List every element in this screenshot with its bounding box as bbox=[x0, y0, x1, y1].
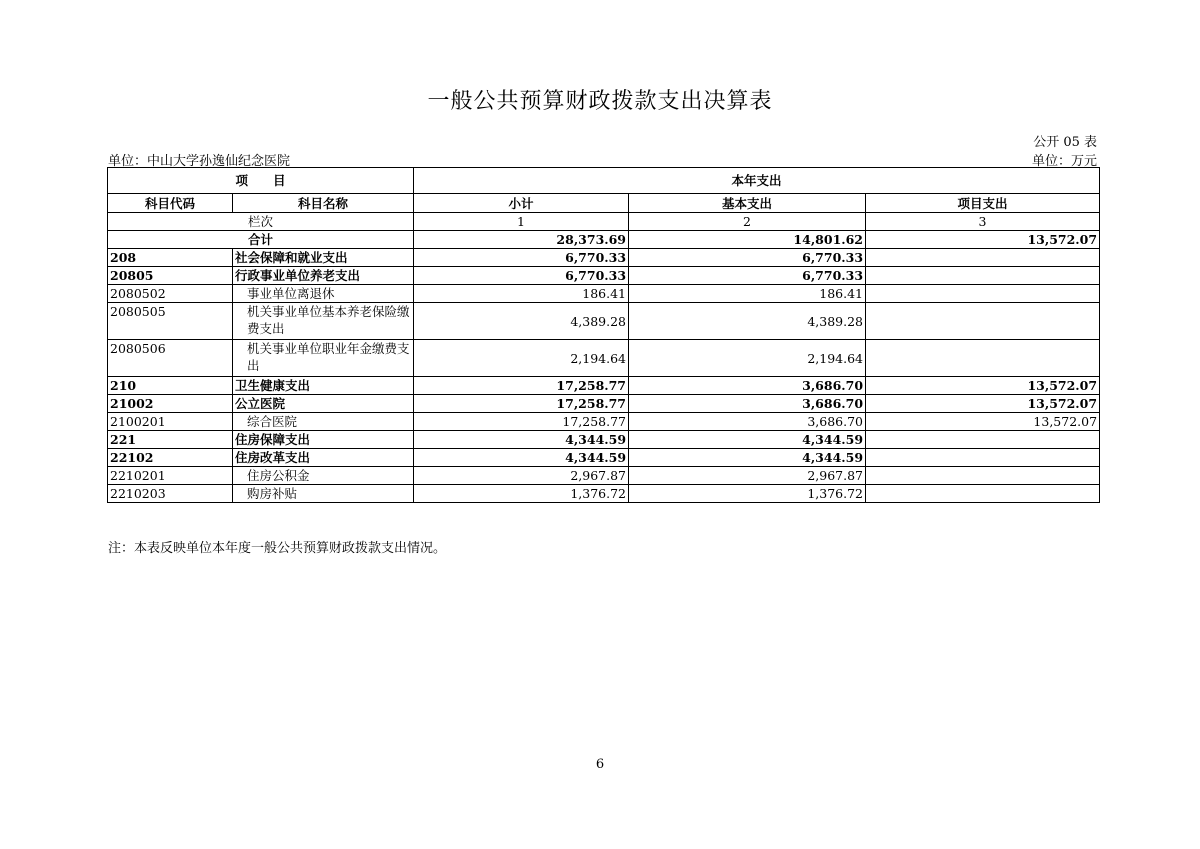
row-name: 公立医院 bbox=[233, 395, 414, 413]
row-code: 2210203 bbox=[108, 485, 233, 503]
row-subtotal: 6,770.33 bbox=[414, 249, 629, 267]
row-project bbox=[866, 485, 1100, 503]
row-project: 13,572.07 bbox=[866, 413, 1100, 431]
index-label: 栏次 bbox=[108, 213, 414, 231]
total-project: 13,572.07 bbox=[866, 231, 1100, 249]
index-c2: 2 bbox=[629, 213, 866, 231]
currency-unit: 单位：万元 bbox=[1031, 154, 1097, 169]
total-subtotal: 28,373.69 bbox=[414, 231, 629, 249]
row-basic: 3,686.70 bbox=[629, 395, 866, 413]
table-row bbox=[108, 431, 1100, 449]
row-code: 21002 bbox=[108, 395, 233, 413]
row-name: 住房改革支出 bbox=[233, 449, 414, 467]
row-basic: 6,770.33 bbox=[629, 267, 866, 285]
row-basic: 2,967.87 bbox=[629, 467, 866, 485]
row-subtotal: 6,770.33 bbox=[414, 267, 629, 285]
row-basic: 186.41 bbox=[629, 285, 866, 303]
row-subtotal: 1,376.72 bbox=[414, 485, 629, 503]
page-number: 6 bbox=[595, 757, 605, 772]
header-row-2 bbox=[108, 194, 1100, 213]
row-basic: 2,194.64 bbox=[629, 340, 866, 377]
header-basic: 基本支出 bbox=[629, 194, 866, 213]
header-project: 项 目 bbox=[108, 168, 414, 194]
page-title: 一般公共预算财政拨款支出决算表 bbox=[427, 89, 773, 114]
row-subtotal: 4,344.59 bbox=[414, 431, 629, 449]
table-row bbox=[108, 413, 1100, 431]
table-row bbox=[108, 395, 1100, 413]
header-code: 科目代码 bbox=[108, 194, 233, 213]
row-name: 住房公积金 bbox=[233, 467, 414, 485]
row-name: 卫生健康支出 bbox=[233, 377, 414, 395]
row-name: 住房保障支出 bbox=[233, 431, 414, 449]
header-row-1 bbox=[108, 168, 1100, 194]
row-name: 行政事业单位养老支出 bbox=[233, 267, 414, 285]
row-code: 2080502 bbox=[108, 285, 233, 303]
row-project bbox=[866, 431, 1100, 449]
row-code: 2210201 bbox=[108, 467, 233, 485]
table-row bbox=[108, 285, 1100, 303]
row-project bbox=[866, 449, 1100, 467]
row-project bbox=[866, 303, 1100, 340]
row-subtotal: 17,258.77 bbox=[414, 413, 629, 431]
table-row bbox=[108, 449, 1100, 467]
row-project bbox=[866, 249, 1100, 267]
row-subtotal: 17,258.77 bbox=[414, 395, 629, 413]
row-name: 综合医院 bbox=[233, 413, 414, 431]
row-code: 2100201 bbox=[108, 413, 233, 431]
row-basic: 4,344.59 bbox=[629, 431, 866, 449]
header-subtotal: 小计 bbox=[414, 194, 629, 213]
row-code: 2080506 bbox=[108, 340, 233, 377]
row-basic: 4,344.59 bbox=[629, 449, 866, 467]
table-row bbox=[108, 303, 1100, 340]
index-row bbox=[108, 213, 1100, 231]
row-code: 2080505 bbox=[108, 303, 233, 340]
row-project bbox=[866, 285, 1100, 303]
expenditure-table bbox=[107, 167, 1100, 503]
row-project: 13,572.07 bbox=[866, 395, 1100, 413]
row-code: 208 bbox=[108, 249, 233, 267]
row-subtotal: 2,194.64 bbox=[414, 340, 629, 377]
row-project: 13,572.07 bbox=[866, 377, 1100, 395]
row-subtotal: 186.41 bbox=[414, 285, 629, 303]
row-code: 22102 bbox=[108, 449, 233, 467]
index-c1: 1 bbox=[414, 213, 629, 231]
total-row bbox=[108, 231, 1100, 249]
total-basic: 14,801.62 bbox=[629, 231, 866, 249]
row-subtotal: 4,389.28 bbox=[414, 303, 629, 340]
table-row bbox=[108, 267, 1100, 285]
row-name: 事业单位离退休 bbox=[233, 285, 414, 303]
table-row bbox=[108, 485, 1100, 503]
row-basic: 1,376.72 bbox=[629, 485, 866, 503]
row-name: 购房补贴 bbox=[233, 485, 414, 503]
row-project bbox=[866, 340, 1100, 377]
row-basic: 6,770.33 bbox=[629, 249, 866, 267]
header-expense: 本年支出 bbox=[414, 168, 1100, 194]
row-name: 机关事业单位基本养老保险缴费支出 bbox=[233, 303, 414, 340]
reporting-unit: 单位：中山大学孙逸仙纪念医院 bbox=[108, 154, 291, 169]
row-name: 社会保障和就业支出 bbox=[233, 249, 414, 267]
row-code: 20805 bbox=[108, 267, 233, 285]
row-project bbox=[866, 467, 1100, 485]
row-name: 机关事业单位职业年金缴费支出 bbox=[233, 340, 414, 377]
row-subtotal: 17,258.77 bbox=[414, 377, 629, 395]
table-row bbox=[108, 377, 1100, 395]
row-code: 210 bbox=[108, 377, 233, 395]
row-basic: 3,686.70 bbox=[629, 413, 866, 431]
header-name: 科目名称 bbox=[233, 194, 414, 213]
row-subtotal: 4,344.59 bbox=[414, 449, 629, 467]
row-basic: 4,389.28 bbox=[629, 303, 866, 340]
table-row bbox=[108, 249, 1100, 267]
header-project-exp: 项目支出 bbox=[866, 194, 1100, 213]
row-project bbox=[866, 267, 1100, 285]
table-row bbox=[108, 467, 1100, 485]
table-row bbox=[108, 340, 1100, 377]
total-label: 合计 bbox=[108, 231, 414, 249]
row-subtotal: 2,967.87 bbox=[414, 467, 629, 485]
footnote: 注：本表反映单位本年度一般公共预算财政拨款支出情况。 bbox=[108, 541, 447, 556]
form-number: 公开 05 表 bbox=[1033, 135, 1097, 150]
row-basic: 3,686.70 bbox=[629, 377, 866, 395]
index-c3: 3 bbox=[866, 213, 1100, 231]
row-code: 221 bbox=[108, 431, 233, 449]
